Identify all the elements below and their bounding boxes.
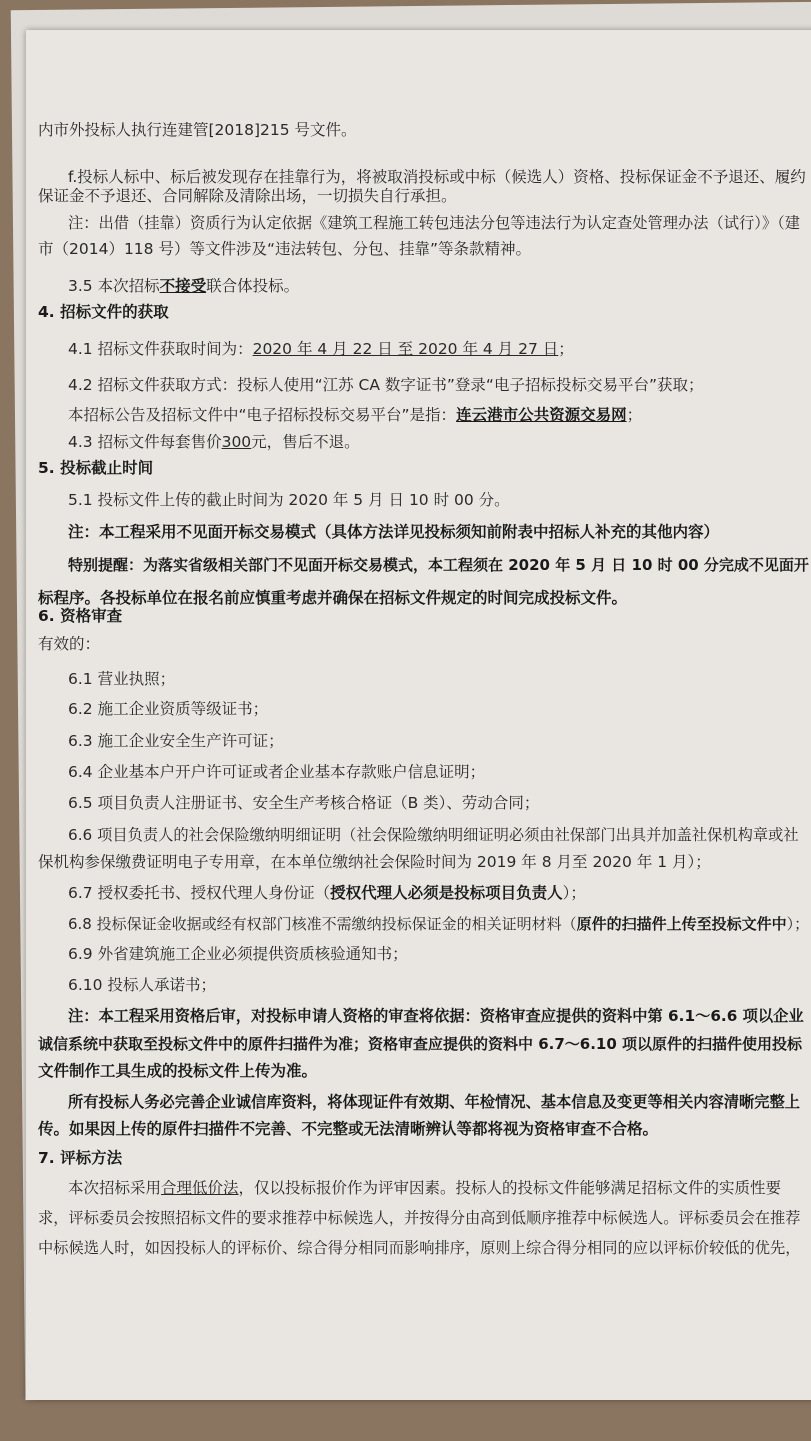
text-line: 注：本工程采用不见面开标交易模式（具体方法详见投标须知前附表中招标人补充的其他内容） <box>68 523 720 541</box>
text-line: 5.1 投标文件上传的截止时间为 2020 年 5 月 日 10 时 00 分。 <box>68 491 510 509</box>
text-line: 市（2014）118 号）等文件涉及“违法转包、分包、挂靠”等条款精神。 <box>38 240 532 258</box>
underlined-value: 合理低价法 <box>161 1179 239 1197</box>
text-line: 注：本工程采用资格后审，对投标申请人资格的审查将依据：资格审查应提供的资料中第 6.1～6.6 项以企业 <box>68 1007 804 1025</box>
text-line: 标程序。各投标单位在报名前应慎重考虑并确保在招标文件规定的时间完成投标文件。 <box>38 589 628 607</box>
text-line: 内市外投标人执行连建管[2018]215 号文件。 <box>38 121 357 139</box>
section-heading: 4. 招标文件的获取 <box>38 303 169 321</box>
list-item: 6.4 企业基本户开户许可证或者企业基本存款账户信息证明； <box>68 763 486 781</box>
text-line: 中标候选人时，如因投标人的评标价、综合得分相同而影响排序，原则上综合得分相同的应以评标价较低的优先， <box>38 1239 801 1257</box>
list-item: 保机构参保缴费证明电子专用章，在本单位缴纳社会保险时间为 2019 年 8 月至 2020 年 1 月）； <box>38 853 711 871</box>
text-part: 元，售后不退。 <box>251 433 360 451</box>
text-part: ，仅以投标报价作为评审因素。投标人的投标文件能够满足招标文件的实质性要 <box>238 1179 782 1197</box>
text-line: 所有投标人务必完善企业诚信库资料，将体现证件有效期、年检情况、基本信息及变更等相关内容清晰完整上 <box>68 1093 800 1111</box>
text-part: 6.8 投标保证金收据或经有权部门核准不需缴纳投标保证金的相关证明材料（ <box>68 915 577 933</box>
text-line: 4.2 招标文件获取方式：投标人使用“江苏 CA 数字证书”登录“电子招标投标交易平台”获取； <box>68 376 704 394</box>
list-item: 6.6 项目负责人的社会保险缴纳明细证明（社会保险缴纳明细证明必须由社保部门出具并加盖社保机构章或社 <box>68 826 799 844</box>
text-part: 联合体投标。 <box>206 277 300 295</box>
text-line: 特别提醒：为落实省级相关部门不见面开标交易模式，本工程须在 2020 年 5 月 日 10 时 00 分完成不见面开 <box>68 556 809 574</box>
underlined-value: 不接受 <box>159 277 207 295</box>
text-line: f.投标人标中、标后被发现存在挂靠行为，将被取消投标或中标（候选人）资格、投标保证金不予退还、履约 <box>68 168 806 186</box>
text-part: ）； <box>562 884 586 902</box>
list-item: 6.5 项目负责人注册证书、安全生产考核合格证（B 类）、劳动合同； <box>68 794 540 812</box>
text-part: ； <box>558 340 574 358</box>
text-line <box>68 1178 781 1198</box>
text-line: 保证金不予退还、合同解除及清除出场，一切损失自行承担。 <box>38 187 457 205</box>
list-item: 6.3 施工企业安全生产许可证； <box>68 732 284 750</box>
text-line <box>68 432 360 452</box>
emphasis: 授权代理人必须是投标项目负责人 <box>330 884 563 902</box>
text-part: ； <box>626 406 643 424</box>
text-part: ）； <box>786 915 810 933</box>
text-line: 注：出借（挂靠）资质行为认定依据《建筑工程施工转包违法分包等违法行为认定查处管理办法（试行）》（建 <box>68 214 800 232</box>
text-part: 4.1 招标文件获取时间为： <box>68 340 253 358</box>
text-part: 4.3 招标文件每套售价 <box>68 433 222 451</box>
underlined-value: 连云港市公共资源交易网 <box>456 406 627 424</box>
underlined-value: 2020 年 4 月 22 日 至 2020 年 4 月 27 日 <box>252 340 559 358</box>
list-item <box>68 883 586 903</box>
text-part: 本次招标采用 <box>68 1179 162 1197</box>
text-part: 6.7 授权委托书、授权代理人身份证（ <box>68 884 331 902</box>
text-line: 传。如果因上传的原件扫描件不完善、不完整或无法清晰辨认等都将视为资格审查不合格。 <box>38 1120 659 1138</box>
text-line: 求，评标委员会按照招标文件的要求推荐中标候选人，并按得分由高到低顺序推荐中标候选人。评标委员会在推荐 <box>38 1209 801 1227</box>
list-item: 6.9 外省建筑施工企业必须提供资质核验通知书； <box>68 945 408 963</box>
text-line <box>68 276 299 296</box>
text-line: 有效的： <box>38 635 101 653</box>
text-part: 3.5 本次招标 <box>68 277 160 295</box>
list-item: 6.1 营业执照； <box>68 670 176 688</box>
list-item: 6.2 施工企业资质等级证书； <box>68 700 269 718</box>
text-line <box>68 405 642 425</box>
text-part: 本招标公告及招标文件中“电子招标投标交易平台”是指： <box>68 406 457 424</box>
underlined-value: 300 <box>221 433 252 451</box>
section-heading: 5. 投标截止时间 <box>38 459 154 477</box>
emphasis: 原件的扫描件上传至投标文件中 <box>576 915 787 933</box>
list-item: 6.10 投标人承诺书； <box>68 976 216 994</box>
section-heading: 6. 资格审查 <box>38 607 123 625</box>
text-line: 文件制作工具生成的投标文件上传为准。 <box>38 1062 318 1080</box>
list-item <box>68 914 809 934</box>
text-line <box>68 339 574 359</box>
text-line: 诚信系统中获取至投标文件中的原件扫描件为准；资格审查应提供的资料中 6.7～6.10 项以原件的扫描件使用投标 <box>38 1035 803 1053</box>
section-heading: 7. 评标方法 <box>38 1149 123 1167</box>
